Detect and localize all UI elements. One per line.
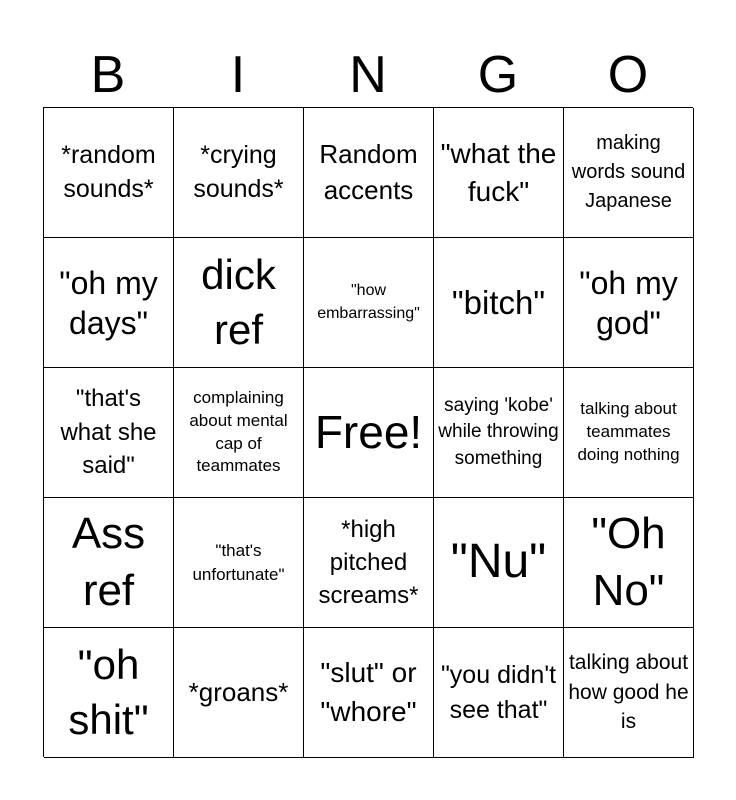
cell-text: "Nu" — [450, 535, 547, 589]
header-letter-n: N — [349, 46, 387, 104]
cell-text: "that's unfortunate" — [192, 540, 285, 584]
bingo-cell[interactable] — [304, 108, 434, 238]
cell-text: Random accents — [319, 139, 418, 205]
cell-text: "oh my days" — [59, 264, 158, 341]
cell-text: Ass ref — [71, 509, 146, 615]
bingo-cell[interactable] — [44, 628, 174, 758]
cell-text: "you didn't see that" — [440, 661, 557, 724]
header-letter-o: O — [607, 46, 649, 104]
cell-text: *crying sounds* — [193, 140, 284, 203]
cell-text: "how embarrassing" — [317, 282, 420, 322]
bingo-cell[interactable] — [434, 368, 564, 498]
cell-text: "Oh No" — [591, 509, 666, 615]
bingo-cell[interactable] — [304, 238, 434, 368]
bingo-cell[interactable] — [564, 628, 694, 758]
cell-text: making words sound Japanese — [571, 132, 686, 212]
bingo-cell[interactable] — [434, 628, 564, 758]
cell-text: *random sounds* — [61, 140, 156, 203]
cell-text: "what the fuck" — [440, 137, 557, 207]
bingo-header — [43, 44, 693, 106]
bingo-cell[interactable] — [174, 368, 304, 498]
bingo-cell[interactable] — [564, 368, 694, 498]
bingo-cell[interactable] — [304, 628, 434, 758]
bingo-cell[interactable] — [44, 108, 174, 238]
bingo-cell[interactable] — [44, 238, 174, 368]
cell-text: "that's what she said" — [60, 385, 157, 480]
cell-text: "oh shit" — [68, 640, 149, 743]
bingo-board — [43, 107, 693, 757]
header-letter-i: I — [230, 46, 246, 104]
bingo-cell[interactable] — [434, 238, 564, 368]
bingo-cell[interactable] — [564, 108, 694, 238]
bingo-cell[interactable] — [44, 368, 174, 498]
bingo-cell[interactable] — [174, 108, 304, 238]
bingo-cell[interactable] — [304, 498, 434, 628]
bingo-cell[interactable] — [174, 238, 304, 368]
cell-text: "bitch" — [451, 283, 546, 321]
cell-text: complaining about mental cap of teammates — [189, 387, 288, 476]
cell-text: talking about how good he is — [568, 650, 689, 734]
header-letter-b: B — [90, 46, 126, 104]
bingo-cell[interactable] — [434, 498, 564, 628]
bingo-cell[interactable] — [564, 498, 694, 628]
cell-text: saying 'kobe' while throwing something — [438, 394, 559, 469]
bingo-cell[interactable] — [564, 238, 694, 368]
cell-text: talking about teammates doing nothing — [577, 399, 680, 464]
cell-text: dick ref — [201, 250, 276, 353]
bingo-cell[interactable] — [174, 498, 304, 628]
bingo-cell[interactable] — [44, 498, 174, 628]
cell-text: *high pitched screams* — [318, 515, 419, 610]
free-space-label: Free! — [314, 405, 423, 458]
header-letter-g: G — [477, 46, 519, 104]
bingo-cell[interactable] — [174, 628, 304, 758]
cell-text: "slut" or "whore" — [320, 656, 417, 727]
cell-text: *groans* — [188, 676, 289, 707]
cell-text: "oh my god" — [579, 264, 678, 341]
bingo-cell[interactable] — [304, 368, 434, 498]
bingo-cell[interactable] — [434, 108, 564, 238]
